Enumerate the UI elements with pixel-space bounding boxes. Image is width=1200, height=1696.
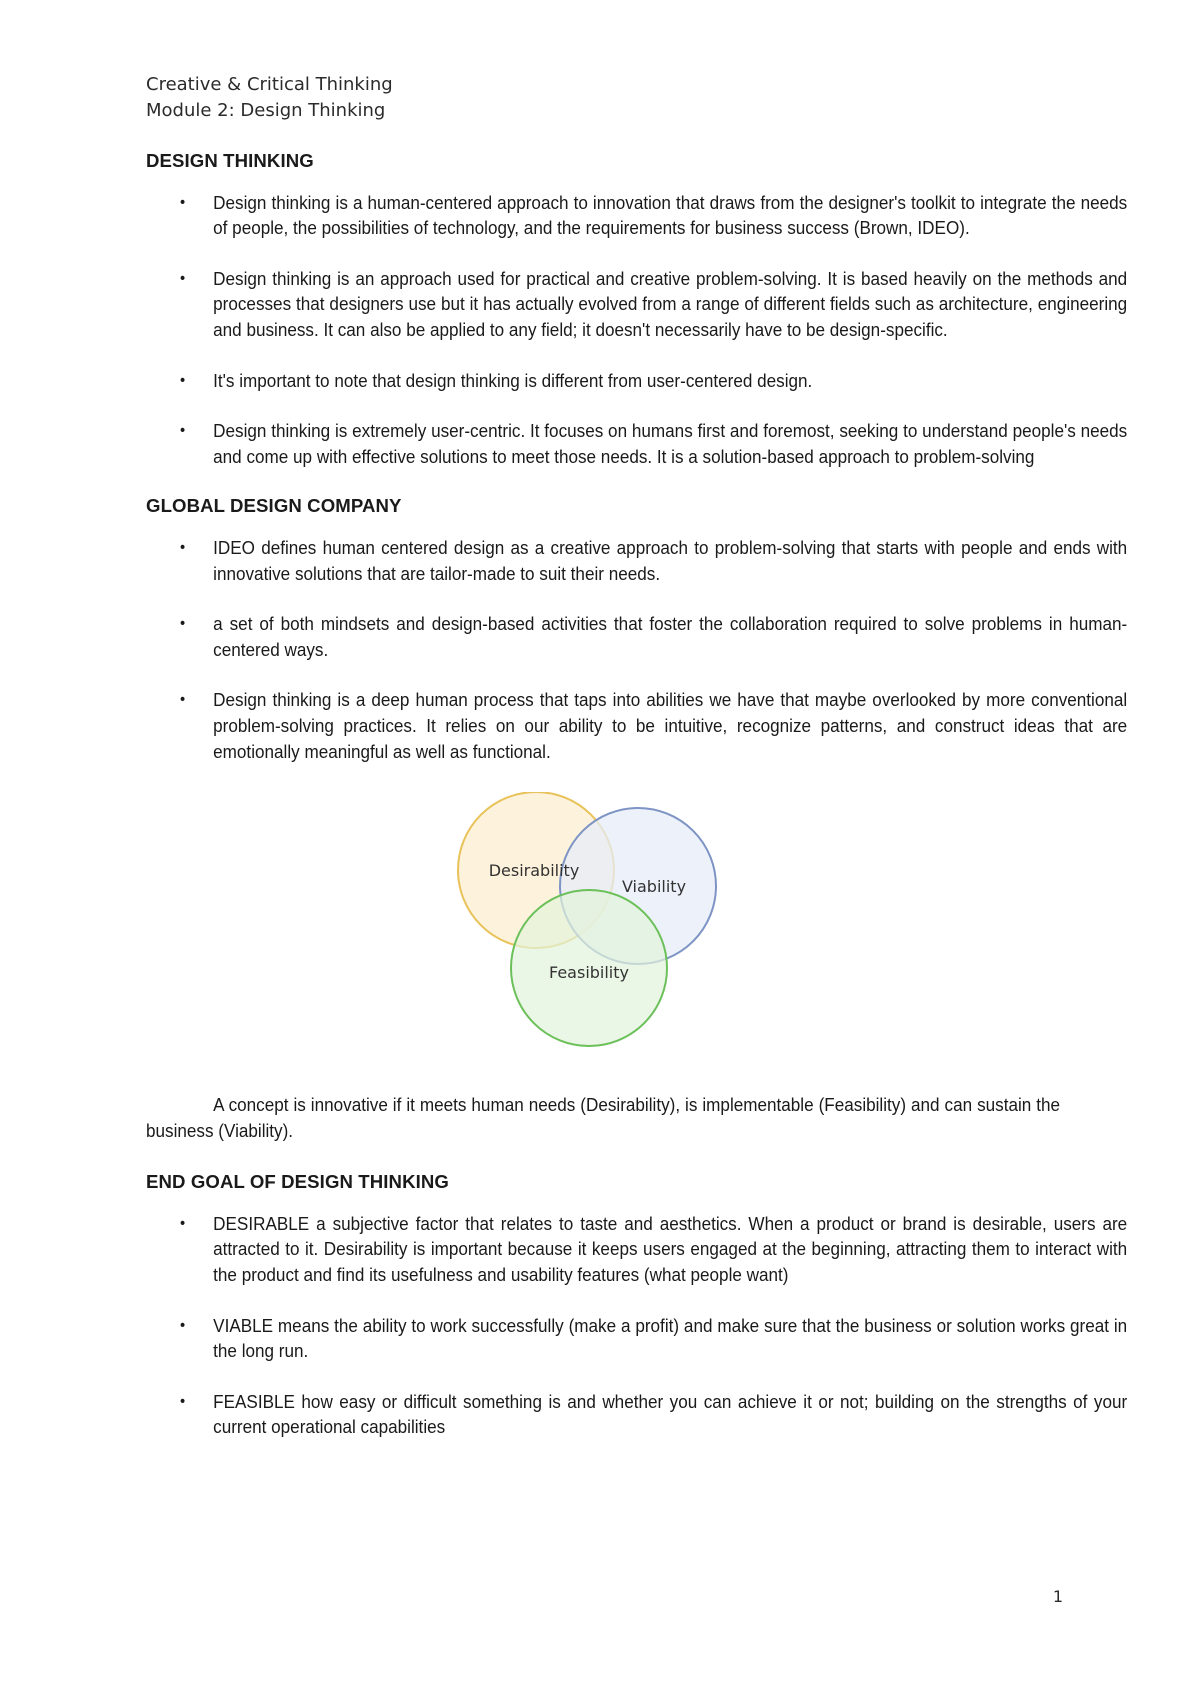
venn-caption: A concept is innovative if it meets human needs (Desirability), is implementable (Feasibility) and can sustain the business (Viability). [146,1094,1061,1141]
bullet-icon: • [180,1392,186,1410]
list-item-text: Design thinking is a deep human process that taps into abilities we have that maybe overlooked by more conventional problem-solving practices. It relies on our ability to be intuitive, recognize patterns, and construct ideas that are emotionally meaningful as well as functional. [213,689,1128,762]
section-heading-end-goal: END GOAL OF DESIGN THINKING [146,1171,449,1193]
list-item [146,190,1127,241]
list-item-text: It's important to note that design thinking is different from user-centered design. [213,369,813,391]
bullet-icon: • [180,691,186,709]
feasibility-label: Feasibility [549,963,629,983]
bullet-icon: • [180,538,186,556]
list-item [146,1313,1127,1364]
document-body [146,148,1128,1465]
section-heading-design-thinking: DESIGN THINKING [146,150,314,171]
venn-svg [456,792,756,1072]
section-heading-global-design-company: GLOBAL DESIGN COMPANY [146,495,402,517]
list-item [146,1211,1127,1288]
list-item-text: Design thinking is extremely user-centric. It focuses on humans first and foremost, seeking to understand people's needs and come up with effective solutions to meet those needs. It is a solution-based approach to problem-solving [213,420,1128,467]
bullet-icon: • [180,1214,186,1232]
list-item-text: a set of both mindsets and design-based activities that foster the collaboration required to solve problems in human-centered ways. [213,613,1128,660]
design-thinking-list [146,190,1128,470]
list-item [146,1389,1127,1440]
bullet-icon: • [180,1316,186,1334]
page-number: 1 [1052,1587,1063,1606]
viability-label: Viability [621,877,687,897]
list-item-text: Design thinking is a human-centered approach to innovation that draws from the designer's toolkit to integrate the needs of people, the possibilities of technology, and the requirements for business success (Brown, IDEO). [213,191,1128,239]
list-item [146,535,1127,586]
bullet-icon: • [180,193,186,211]
end-goal-list [146,1211,1128,1440]
list-item-text: FEASIBLE how easy or difficult something is and whether you can achieve it or not; building on the strengths of your current operational capabilities [213,1390,1128,1438]
bullet-icon: • [180,371,186,389]
venn-diagram [146,792,1060,1072]
desirability-label: Desirability [488,861,580,881]
bullet-icon: • [180,422,186,440]
list-item-text: VIABLE means the ability to work successfully (make a profit) and make sure that the business or solution works great in the long run. [213,1314,1128,1362]
bullet-icon: • [180,615,186,633]
list-item-text: Design thinking is an approach used for practical and creative problem-solving. It is based heavily on the methods and processes that designers use but it has actually evolved from a range of different fields such as architecture, engineering and business. It can also be applied to any field; it doesn't necessarily have to be design-specific. [213,267,1128,340]
global-design-company-list [146,535,1128,764]
module-title: Module 2: Design Thinking [146,100,386,121]
course-title: Creative & Critical Thinking [146,74,393,95]
list-item [146,611,1127,662]
list-item-text: DESIRABLE a subjective factor that relates to taste and aesthetics. When a product or brand is desirable, users are attracted to it. Desirability is important because it keeps users engaged at the beginning, attracting them to interact with the product and find its usefulness and usability features (what people want) [213,1212,1128,1286]
list-item [146,418,1127,469]
running-header [146,72,393,124]
list-item-text: IDEO defines human centered design as a creative approach to problem-solving that starts with people and ends with innovative solutions that are tailor-made to suit their needs. [213,536,1128,584]
bullet-icon: • [180,269,186,287]
list-item [146,687,1127,764]
list-item [146,266,1127,343]
list-item [146,368,1127,394]
